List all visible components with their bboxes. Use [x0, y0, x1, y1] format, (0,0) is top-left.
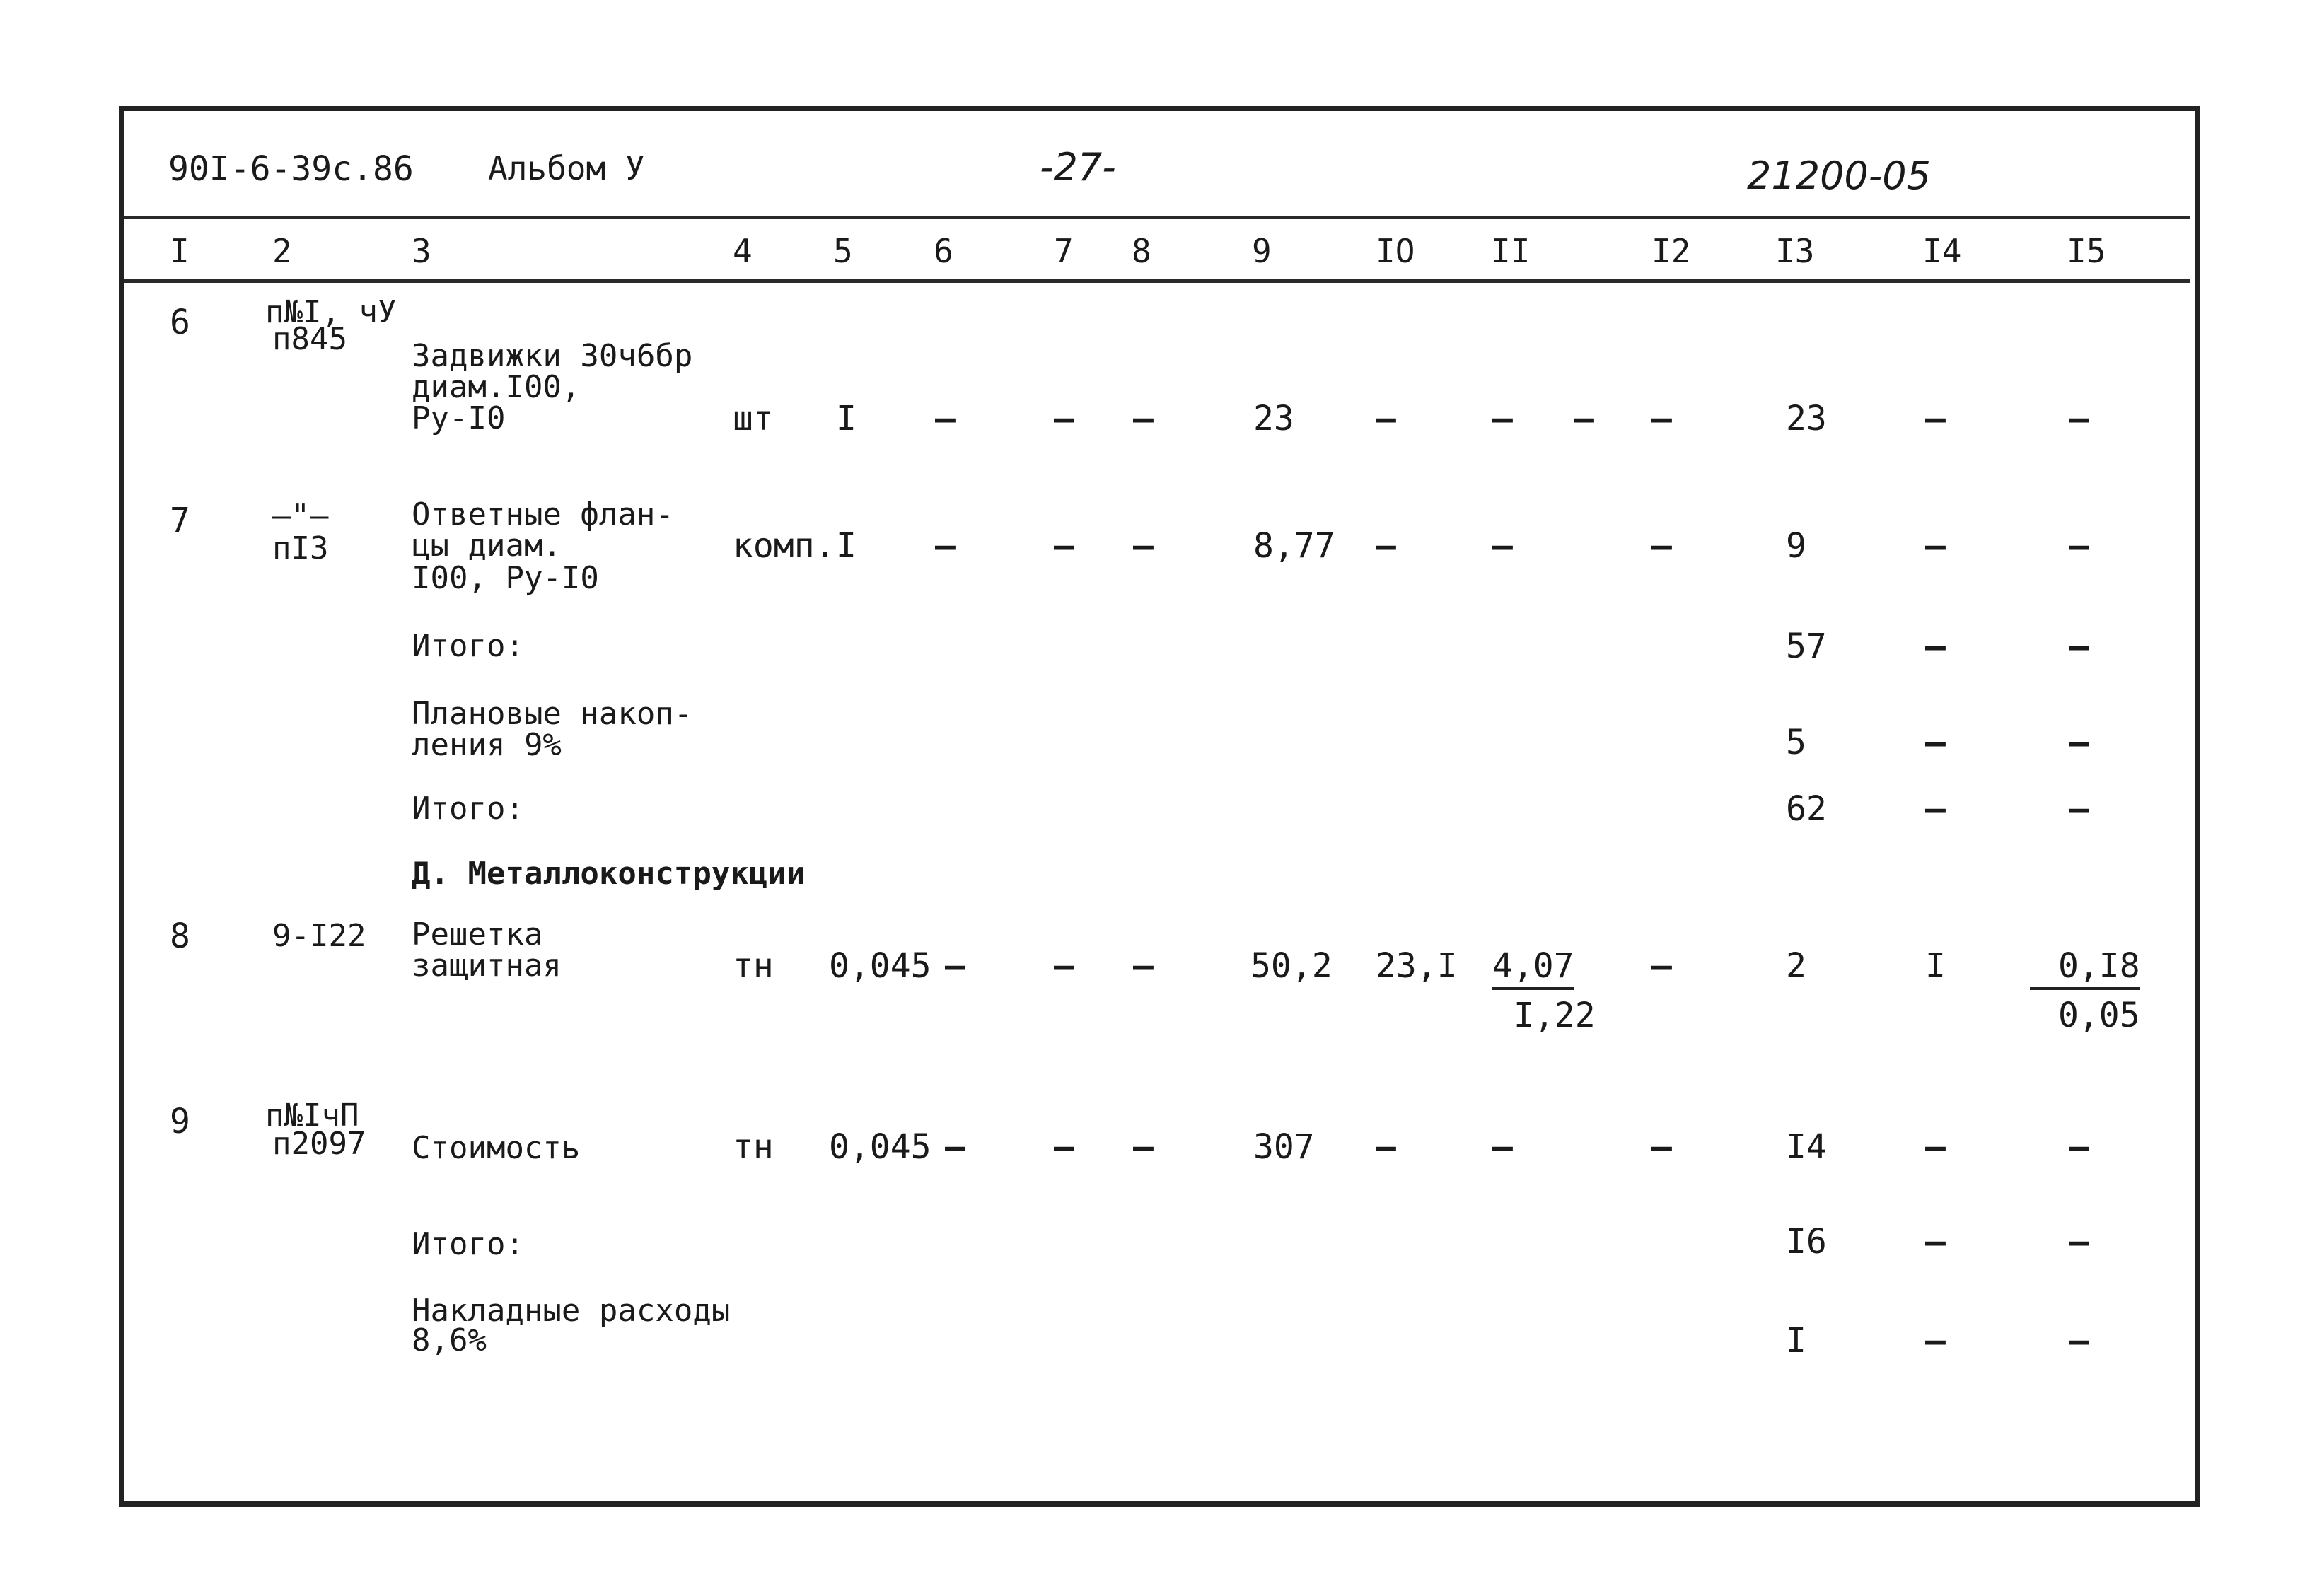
- item-name: Ру-I0: [412, 400, 506, 436]
- cell-c10: 23,I: [1376, 946, 1458, 986]
- unit: шт: [733, 399, 774, 438]
- cell-c12: –: [1651, 399, 1672, 438]
- cell-c11: –: [1492, 399, 1513, 438]
- cell-c15: –: [2069, 1321, 2089, 1361]
- cell-c11-numerator: 4,07: [1492, 949, 1574, 990]
- row-number: 9: [170, 1102, 190, 1141]
- cell-c13: 2: [1786, 946, 1806, 986]
- column-number: I5: [2067, 232, 2106, 270]
- cell-c8: –: [1133, 526, 1154, 566]
- cell-c12: –: [1651, 1127, 1672, 1167]
- cell-c5: 0,045: [829, 1127, 931, 1167]
- cell-c14: –: [1925, 1321, 1946, 1361]
- cell-c15: –: [2069, 789, 2089, 829]
- cell-c15: –: [2069, 1222, 2089, 1262]
- column-number: I3: [1775, 232, 1815, 270]
- cell-c6: –: [945, 946, 965, 986]
- cell-c8: –: [1133, 399, 1154, 438]
- reference-code: п2097: [272, 1126, 366, 1162]
- cell-c8: –: [1133, 946, 1154, 986]
- column-number: 5: [833, 232, 853, 270]
- cell-c7: –: [1054, 1127, 1074, 1167]
- cell-c14: –: [1925, 526, 1946, 566]
- cell-c5: 0,045: [829, 946, 931, 986]
- cell-c15: –: [2069, 627, 2089, 666]
- row-label: Итого:: [412, 628, 524, 664]
- column-header-divider: [124, 279, 2190, 283]
- cell-c14: –: [1925, 399, 1946, 438]
- item-name: цы диам.: [412, 528, 562, 564]
- cell-c11-denominator: I,22: [1514, 996, 1596, 1035]
- column-number: 9: [1252, 232, 1272, 270]
- section-heading: Д. Металлоконструкции: [412, 856, 806, 892]
- cell-c15-denominator: 0,05: [2058, 996, 2140, 1035]
- item-name: Стоимость: [412, 1130, 581, 1166]
- unit: тн: [733, 946, 774, 986]
- cell-c9: 8,77: [1253, 526, 1335, 566]
- page-number: -27-: [1040, 145, 1116, 190]
- row-number: 7: [170, 501, 190, 540]
- cell-c7: –: [1054, 526, 1074, 566]
- column-number: 7: [1054, 232, 1074, 270]
- column-number: 8: [1132, 232, 1151, 270]
- cell-c7: –: [1054, 946, 1074, 986]
- item-name: защитная: [412, 948, 562, 984]
- column-number: I4: [1922, 232, 1962, 270]
- cell-c13: 9: [1786, 526, 1806, 566]
- cell-c14: I: [1925, 946, 1946, 986]
- row-label: Плановые накоп-: [412, 696, 693, 732]
- cell-c12: –: [1651, 526, 1672, 566]
- cell-c15: –: [2069, 399, 2089, 438]
- cell-c14: –: [1925, 1127, 1946, 1167]
- cell-c7: –: [1054, 399, 1074, 438]
- cell-c12: –: [1651, 946, 1672, 986]
- row-label: Итого:: [412, 1226, 524, 1262]
- cell-c10: –: [1376, 1127, 1396, 1167]
- reference-code: п845: [272, 321, 347, 357]
- column-number: I2: [1651, 232, 1691, 270]
- cell-c8: –: [1133, 1127, 1154, 1167]
- column-number: II: [1491, 232, 1531, 270]
- cell-c11: –: [1492, 526, 1513, 566]
- item-name: I00, Ру-I0: [412, 560, 599, 596]
- cell-c14: –: [1925, 1222, 1946, 1262]
- reference-code: п№IчП: [265, 1097, 359, 1134]
- album-label: Альбом У: [488, 149, 645, 187]
- column-number: 3: [412, 232, 431, 270]
- cell-c10: –: [1376, 526, 1396, 566]
- reference-code: п№I, чУ: [265, 294, 397, 330]
- column-number: 2: [272, 232, 292, 270]
- cell-c14: –: [1925, 627, 1946, 666]
- item-name: диам.I00,: [412, 369, 581, 405]
- reference-code: –"–: [272, 498, 329, 534]
- column-number: I: [170, 232, 190, 270]
- column-number: IO: [1376, 232, 1415, 270]
- row-label: ления 9%: [412, 727, 562, 763]
- cell-c13: 62: [1786, 789, 1827, 829]
- cell-c15: –: [2069, 723, 2089, 762]
- cell-c13: I4: [1786, 1127, 1827, 1167]
- reference-code: 9-I22: [272, 918, 366, 954]
- cell-c15-numerator: 0,I8: [2030, 949, 2140, 990]
- row-label: 8,6%: [412, 1322, 487, 1358]
- reference-code: пI3: [272, 530, 329, 566]
- item-name: Решетка: [412, 916, 543, 953]
- cell-c15: –: [2069, 526, 2089, 566]
- column-number: 4: [733, 232, 753, 270]
- cell-c14: –: [1925, 789, 1946, 829]
- cell-c13: I6: [1786, 1222, 1827, 1262]
- cell-c11b: –: [1574, 399, 1594, 438]
- cell-c5: I: [836, 399, 857, 438]
- cell-c15: –: [2069, 1127, 2089, 1167]
- cell-c13: 57: [1786, 627, 1827, 666]
- cell-c6: –: [945, 1127, 965, 1167]
- cell-c9: 307: [1253, 1127, 1315, 1167]
- row-label: Накладные расходы: [412, 1293, 731, 1329]
- cell-c13: 5: [1786, 723, 1806, 762]
- row-label: Итого:: [412, 791, 524, 827]
- row-number: 6: [170, 303, 190, 342]
- document-number: 21200-05: [1747, 153, 1931, 198]
- cell-c9: 50,2: [1250, 946, 1333, 986]
- cell-c6: –: [935, 526, 956, 566]
- header-divider: [124, 216, 2190, 219]
- cell-c11: –: [1492, 1127, 1513, 1167]
- item-name: Задвижки 30ч6бр: [412, 338, 693, 374]
- cell-c5: I: [836, 526, 857, 566]
- cell-c14: –: [1925, 723, 1946, 762]
- column-number: 6: [934, 232, 953, 270]
- cell-c10: –: [1376, 399, 1396, 438]
- unit: тн: [733, 1127, 774, 1167]
- cell-c13: 23: [1786, 399, 1827, 438]
- cell-c9: 23: [1253, 399, 1294, 438]
- item-name: Ответные флан-: [412, 496, 674, 532]
- row-number: 8: [170, 916, 190, 956]
- unit: комп.: [733, 526, 835, 566]
- cell-c13: I: [1786, 1321, 1806, 1361]
- doc-code: 90I-6-39c.86: [168, 149, 414, 189]
- cell-c6: –: [935, 399, 956, 438]
